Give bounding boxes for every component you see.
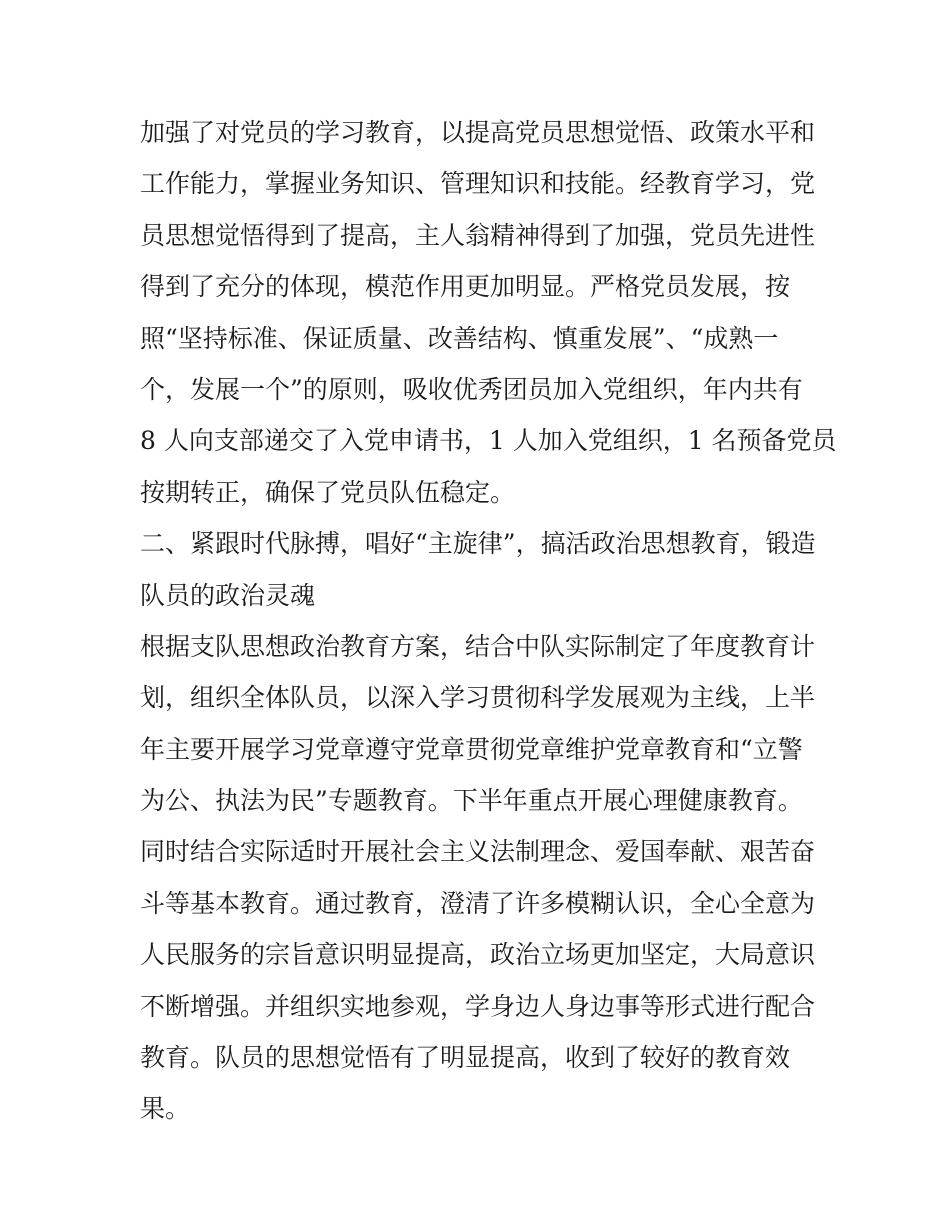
text-line: 果。 (140, 1094, 191, 1124)
text-line: 8 人向支部递交了入党申请书，1 人加入党组织，1 名预备党员 (140, 426, 837, 456)
text-line: 员思想觉悟得到了提高，主人翁精神得到了加强，党员先进性 (140, 220, 816, 250)
text-line: 照“坚持标准、保证质量、改善结构、慎重发展”、“成熟一 (140, 323, 779, 353)
text-line: 同时结合实际适时开展社会主义法制理念、爱国奉献、艰苦奋 (140, 837, 816, 867)
text-line: 年主要开展学习党章遵守党章贯彻党章维护党章教育和“立警 (140, 734, 803, 764)
text-line: 得到了充分的体现，模范作用更加明显。严格党员发展，按 (140, 272, 791, 302)
text-line: 斗等基本教育。通过教育，澄清了许多模糊认识，全心全意为 (140, 888, 816, 918)
text-line: 个，发展一个”的原则，吸收优秀团员加入党组织，年内共有 (140, 374, 803, 404)
text-line: 划，组织全体队员，以深入学习贯彻科学发展观为主线，上半 (140, 683, 816, 713)
text-line: 不断增强。并组织实地参观，学身边人身边事等形式进行配合 (140, 991, 816, 1021)
text-line: 工作能力，掌握业务知识、管理知识和技能。经教育学习，党 (140, 169, 816, 199)
text-line: 为公、执法为民”专题教育。下半年重点开展心理健康教育。 (140, 786, 803, 816)
section-heading-line: 二、紧跟时代脉搏，唱好“主旋律”，搞活政治思想教育，锻造 (140, 529, 816, 559)
text-line: 教育。队员的思想觉悟有了明显提高，收到了较好的教育效 (140, 1043, 791, 1073)
body-text (140, 107, 837, 1135)
text-line: 根据支队思想政治教育方案，结合中队实际制定了年度教育计 (140, 631, 816, 661)
text-line: 按期转正，确保了党员队伍稳定。 (140, 477, 516, 507)
section-heading-line: 队员的政治灵魂 (140, 580, 316, 610)
text-line: 加强了对党员的学习教育，以提高党员思想觉悟、政策水平和 (140, 118, 816, 147)
text-line: 人民服务的宗旨意识明显提高，政治立场更加坚定，大局意识 (140, 940, 816, 970)
